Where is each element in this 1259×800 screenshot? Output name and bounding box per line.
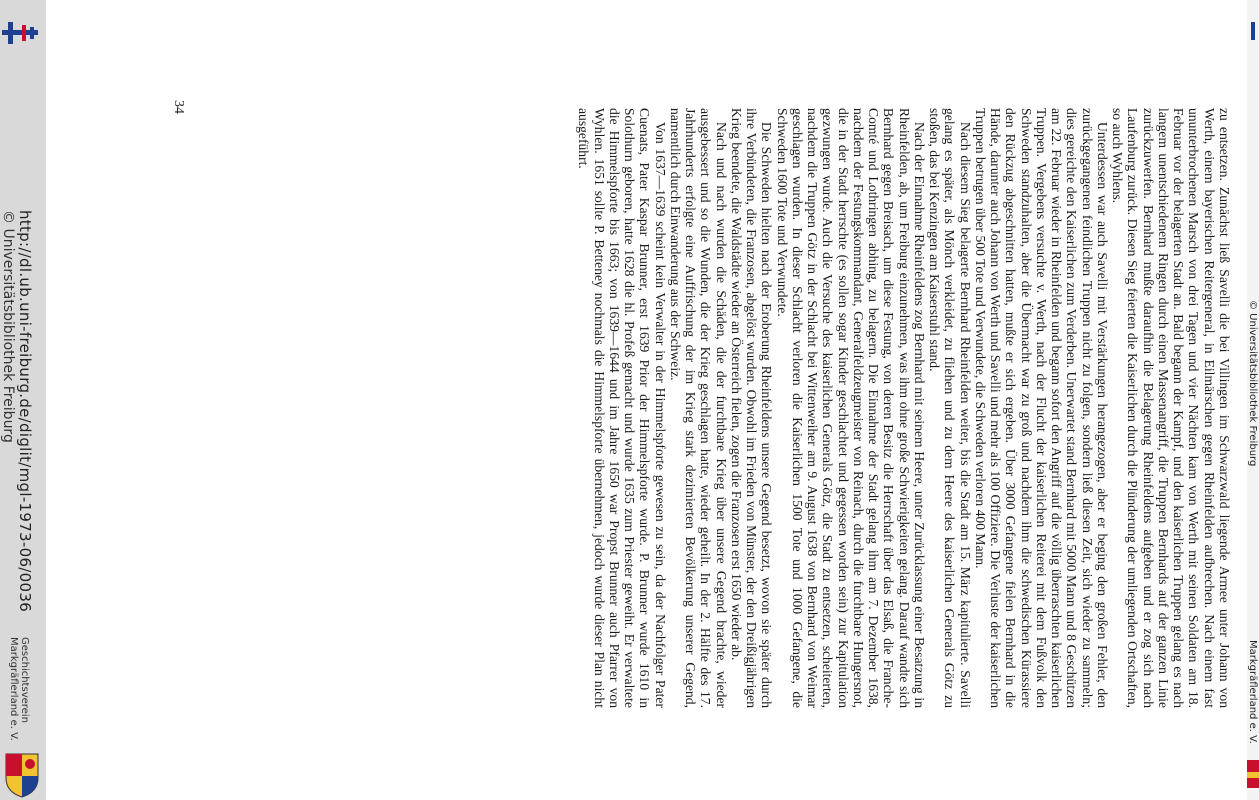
source-url[interactable]: http://dl.ub.uni-freiburg.de/diglit/mgl-1973-06/0036 — [16, 210, 34, 613]
library-credit: © Universitätsbibliothek Freiburg — [0, 210, 16, 443]
page-paragraph: Die Schweden hielten nach der Eroberung Rheinfeldens unsere Gegend besetzt, wovon sie später durch ihre Verbündeten, die Franzosen, abgelöst wurden. Obwohl im Frieden von Münster, der den Dreißigjährigen Krieg beendete, die Waldstädte wieder an Österreich fielen, zogen die Franzosen erst 1650 wieder ab. — [729, 108, 775, 708]
partner-line-1: Geschichtsverein — [19, 637, 30, 723]
right-cut-credit: Markgräflerland e. V. — [1247, 640, 1258, 744]
university-logo-icon — [2, 22, 38, 44]
page-paragraph: zu entsetzen. Zunächst ließ Savelli die bei Villingen im Schwarzwald liegende Armee unter Johann von Werth, einem bayerischen Reitergeneral, in Eilmärschen gegen Rheinfelden aufbrechen. Nach einem fast ununterbrochenen Marsch von drei Tagen und vier Nächten kam von Werth mit seinen Soldaten am 18. Februar vor der belagerten Stadt an. Bald begann der Kampf, und den kaiserlichen Truppen gelang es nach langem unentschiedenem Ringen durch einen Massenangriff, die Truppen Bernhards auf der ganzen Linie zurückzuwerfen. Bernhard mußte daraufhin die Belagerung Rheinfeldens aufgeben und er zog sich nach Laufenburg zurück. Diesen Sieg feierten die Kaiserlichen durch die Plünderung der umliegenden Ortschaften, so auch Wyhlens. — [1110, 108, 1232, 708]
page-paragraph: Nach und nach wurden die Schäden, die der furchtbare Krieg über unsere Gegend brachte, wieder ausgebessert und so die Wunden, die der Krieg geschlagen hatte, wieder geheilt. In der 2. Hälfte des 17. Jahrhunderts erfolgte eine Auffrischung der im Krieg stark dezimierten Bevölkerung unserer Gegend, namentlich durch Einwanderung aus der Schweiz. — [668, 108, 729, 708]
partner-line-2: Markgräflerland e. V. — [8, 637, 19, 741]
page-paragraph: Von 1637—1639 scheint kein Verwalter in der Himmelspforte gewesen zu sein, da der Nachfolger Pater Cuenats, Pater Kaspar Brunner, erst 1639 Prior der Himmelspforte wurde. P. Brunner wurde 1610 in Solothurn geboren, hatte 1628 die hl. Profeß gemacht und wurde 1635 zum Priester geweiht. Er verwaltete die Himmelspforte bis 1663; von 1639—1644 und im Jahre 1650 war Propst Brunner auch Pfarrer von Wyhlen. 1651 sollte P. Betteney nochmals die Himmelspforte übernehmen, jedoch wurde dieser Plan nicht ausgeführt. — [576, 108, 668, 708]
society-crest-icon — [2, 752, 42, 798]
page-paragraph: Nach der Einnahme Rheinfeldens zog Bernhard mit seinem Heere, unter Zurücklassung einer Besatzung in Rheinfelden, ab, um Freiburg einzunehmen, was ihm ohne große Schwierigkeiten gelang. Darauf wandte sich Bernhard gegen Breisach, um diese Festung, von deren Besitz die Herrschaft über das Elsaß, die Franche-Comté und Lothringen abhing, zu belagern. Die Einnahme der Stadt gelang ihm am 7. Dezember 1638, nachdem der Festungskommandant, Generalfeldzeugmeister von Reinach, durch die furchtbare Hungersnot, die in der Stadt herrschte (es sollen sogar Kinder geschlachtet und gegessen worden sein) zur Kapitulation gezwungen wurde. Auch die Versuche des kaiserlichen Generals Götz, die Stadt zu entsetzen, scheiterten, nachdem die Truppen Götz in der Schlacht bei Wittenweiher am 9. August 1638 von Bernhard von Weimar geschlagen wurden. In dieser Schlacht verloren die Kaiserlichen 1500 Tote und 1000 Gefangene, die Schweden 1600 Tote und Verwundete. — [774, 108, 927, 708]
page-paragraph: Nach diesem Sieg belagerte Bernhard Rheinfelden weiter, bis die Stadt am 15. März kapitulierte. Savelli gelang es später, als Mönch verkleidet, zu fliehen und zu dem Heere des kaiserlichen Generals Götz zu stoßen, das bei Kenzingen am Kaiserstuhl stand. — [927, 108, 973, 708]
book-page — [162, 108, 1232, 708]
university-logo-icon — [1249, 22, 1259, 40]
page-number: 34 — [171, 100, 186, 114]
top-right-cut-credit: © Universitätsbibliothek Freiburg — [1247, 300, 1258, 467]
page-paragraph: Unterdessen war auch Savelli mit Verstärkungen herangezogen, aber er beging den großen Fehler, den zurückgegangenen feindlichen Truppen nicht zu folgen, sondern ließ diesen Zeit, sich wieder zu sammeln; dies gereichte den Kaiserlichen zum Verderben. Unerwartet stand Bernhard mit 5000 Mann und 8 Geschützen am 22. Februar wieder in Rheinfelden und begann sofort den Angriff auf die völlig überraschten kaiserlichen Truppen. Vergebens versuchte v. Werth, nach der Flucht der kaiserlichen Reiterei mit dem Fußvolk den Schweden standzuhalten, aber die Übermacht war zu groß und nachdem ihm die schwedischen Kürassiere den Rückzug abgeschnitten hatten, mußte er sich ergeben. Über 3000 Gefangene fielen Bernhard in die Hände, darunter auch Johann von Werth und Savelli und mehr als 100 Offiziere. Die Verluste der kaiserlichen Truppen betrugen über 500 Tote und Verwundete, die Schweden verloren 400 Mann. — [973, 108, 1110, 708]
society-crest-icon — [1247, 758, 1259, 788]
